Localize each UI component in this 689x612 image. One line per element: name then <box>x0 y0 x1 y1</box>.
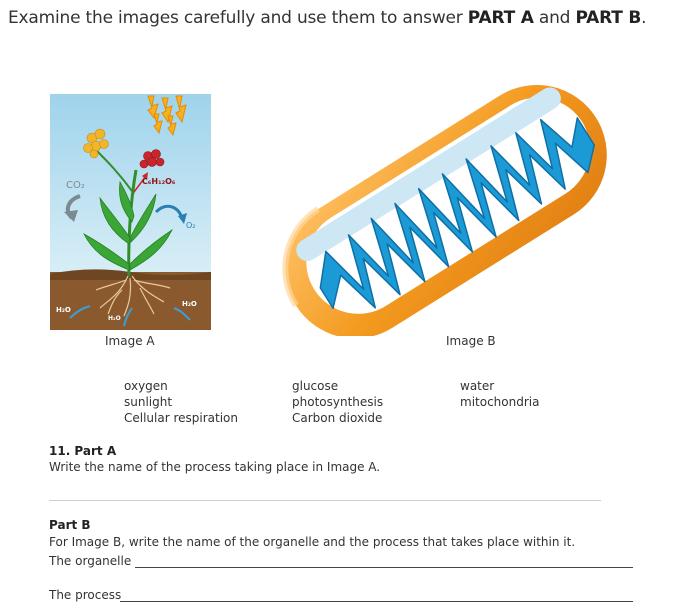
h2o-mid-label: H₂O <box>108 315 121 322</box>
co2-label: CO₂ <box>66 180 85 191</box>
part-a-prompt: Write the name of the process taking place in Image A. <box>49 460 381 474</box>
word-bank-item: oxygen <box>124 379 168 393</box>
photosynthesis-image <box>50 94 211 330</box>
part-a-answer-line[interactable] <box>49 500 601 501</box>
word-bank-column-3 <box>460 378 539 410</box>
word-bank-item: photosynthesis <box>292 395 384 409</box>
instruction-text <box>8 8 646 28</box>
part-b-prompt: For Image B, write the name of the organelle and the process that takes place within it. <box>49 535 576 549</box>
word-bank-item: Cellular respiration <box>124 411 238 425</box>
part-b-heading: Part B <box>49 518 91 532</box>
organelle-answer-line[interactable] <box>135 567 633 568</box>
word-bank-item: mitochondria <box>460 395 540 409</box>
word-bank-item: sunlight <box>124 395 173 409</box>
instruction-pre: Examine the images carefully and use them to answer <box>8 8 468 28</box>
glucose-label: C₆H₁₂O₆ <box>142 177 176 186</box>
process-answer-line[interactable] <box>120 601 633 602</box>
o2-label: O₂ <box>186 221 196 230</box>
process-label: The process <box>49 588 122 602</box>
word-bank-item: Carbon dioxide <box>292 411 383 425</box>
h2o-right-label: H₂O <box>182 300 197 308</box>
word-bank-item: glucose <box>292 379 339 393</box>
word-bank-column-1 <box>124 378 238 426</box>
organelle-label: The organelle <box>49 554 132 568</box>
image-a-caption: Image A <box>105 334 155 348</box>
h2o-left-label: H₂O <box>56 306 71 314</box>
image-b-caption: Image B <box>446 334 496 348</box>
word-bank-item: water <box>460 379 495 393</box>
instruction-end: . <box>641 8 647 28</box>
instruction-part-a: PART A <box>467 8 534 28</box>
mitochondria-image <box>262 84 628 336</box>
instruction-mid: and <box>533 8 576 28</box>
instruction-part-b: PART B <box>575 8 642 28</box>
part-a-heading: 11. Part A <box>49 444 117 458</box>
word-bank-column-2 <box>292 378 383 426</box>
